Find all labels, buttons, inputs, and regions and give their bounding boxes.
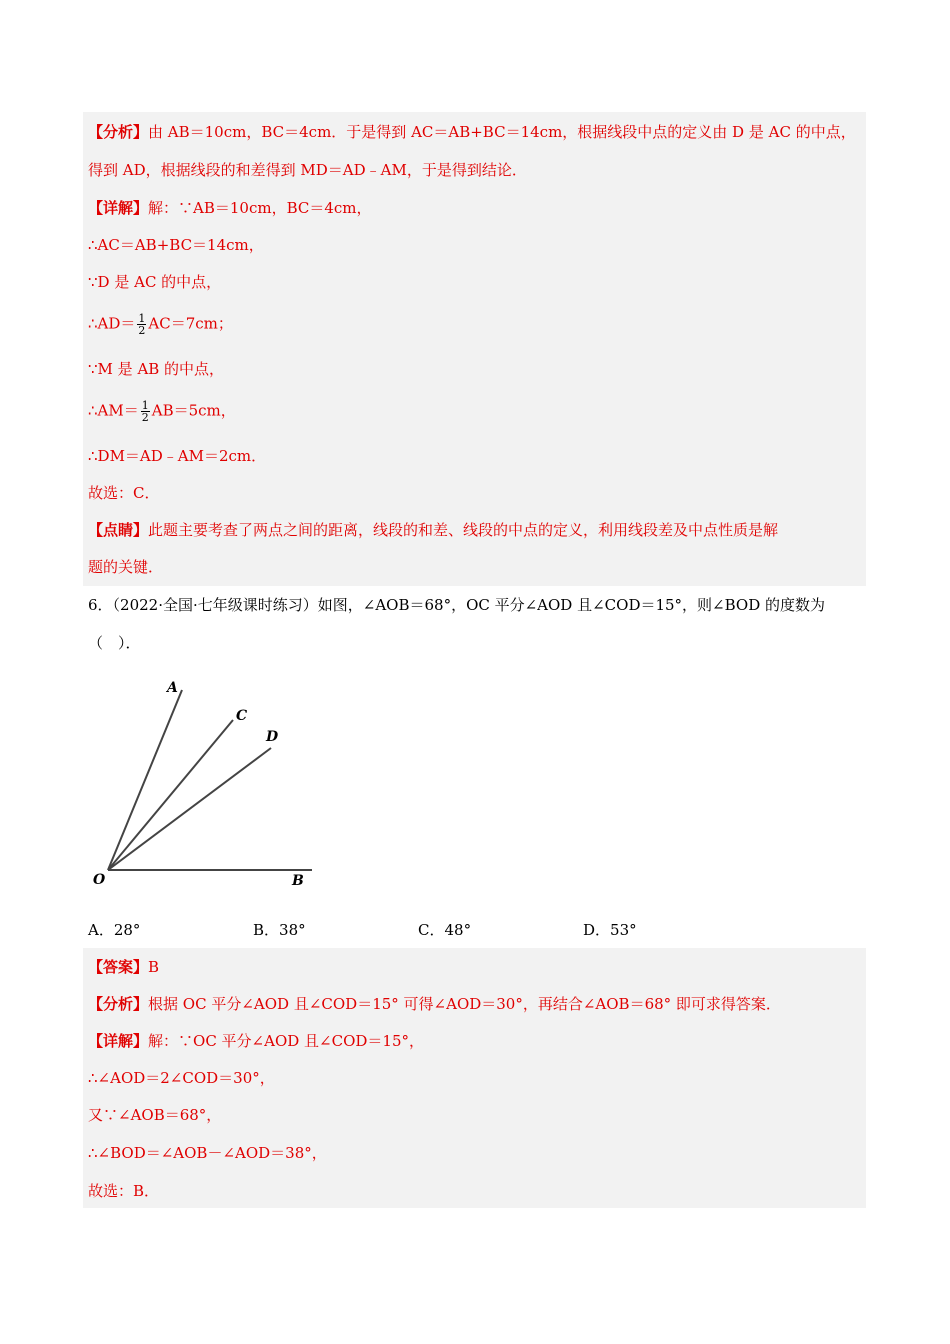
analysis-text-1: 由 AB＝10cm，BC＝4cm．于是得到 AC＝AB+BC＝14cm，根据线段中点的定义由 D 是 AC 的中点， <box>148 123 856 141</box>
choice-line-1: 故选：C． <box>88 484 160 502</box>
question-line-2: （ ）． <box>88 634 141 652</box>
answer-tag: 【答案】 <box>88 958 149 976</box>
answer-line <box>88 957 159 977</box>
analysis-line-1 <box>88 122 856 142</box>
detail-tag: 【详解】 <box>88 199 149 217</box>
solution-block-1 <box>83 112 866 586</box>
detail-text-1: 解：∵AB＝10cm，BC＝4cm， <box>148 199 372 217</box>
detail2-line-3: 又∵∠AOB＝68°， <box>88 1106 222 1124</box>
detail-line-2: ∴AC＝AB+BC＝14cm， <box>88 236 264 254</box>
label-o: O <box>93 872 106 888</box>
choice-c[interactable]: C．48° <box>418 921 472 939</box>
answer-value: B <box>148 958 160 976</box>
ray-oc <box>108 720 233 870</box>
analysis2-text: 根据 OC 平分∠AOD 且∠COD＝15° 可得∠AOD＝30°，再结合∠AOB＝68° 即可求得答案． <box>148 995 781 1013</box>
detail-line-5: ∵M 是 AB 的中点， <box>88 360 225 378</box>
label-a: A <box>167 680 178 696</box>
choice-line-2: 故选：B． <box>88 1182 160 1200</box>
detail-text-6b: AB＝5cm， <box>151 401 236 420</box>
detail-line-6 <box>88 400 236 423</box>
detail-line-4 <box>88 313 233 336</box>
comment-line-1 <box>88 520 778 540</box>
detail-text-6a: ∴AM＝ <box>88 401 139 420</box>
comment-text-1: 此题主要考查了两点之间的距离，线段的和差、线段的中点的定义，利用线段差及中点性质是解 <box>148 521 779 539</box>
detail2-line-4: ∴∠BOD＝∠AOB－∠AOD＝38°， <box>88 1144 327 1162</box>
choice-b[interactable]: B．38° <box>253 921 306 939</box>
detail-line-1 <box>88 198 372 218</box>
analysis2-line <box>88 994 781 1014</box>
detail-text-4a: ∴AD＝ <box>88 314 136 333</box>
detail-line-3: ∵D 是 AC 的中点， <box>88 273 222 291</box>
label-d: D <box>266 729 279 745</box>
detail2-tag: 【详解】 <box>88 1032 149 1050</box>
comment-tag: 【点睛】 <box>88 521 149 539</box>
question-line-1: 6．（2022·全国·七年级课时练习）如图，∠AOB＝68°，OC 平分∠AOD 且∠COD＝15°，则∠BOD 的度数为 <box>88 596 826 614</box>
label-c: C <box>236 708 248 724</box>
detail2-text-1: 解：∵OC 平分∠AOD 且∠COD＝15°， <box>148 1032 425 1050</box>
analysis-line-2: 得到 AD，根据线段的和差得到 MD＝AD﹣AM，于是得到结论． <box>88 161 527 179</box>
detail2-line-2: ∴∠AOD＝2∠COD＝30°， <box>88 1069 275 1087</box>
analysis2-tag: 【分析】 <box>88 995 149 1013</box>
fraction-denominator: 2 <box>138 324 146 337</box>
fraction-numerator: 1 <box>138 312 146 325</box>
choice-d[interactable]: D．53° <box>583 921 637 939</box>
comment-line-2: 题的关键． <box>88 558 164 576</box>
fraction-denominator-2: 2 <box>141 411 149 424</box>
choice-a[interactable]: A．28° <box>88 921 141 939</box>
fraction-numerator-2: 1 <box>141 399 149 412</box>
analysis-tag: 【分析】 <box>88 123 149 141</box>
detail2-line-1 <box>88 1031 424 1051</box>
fraction-half <box>137 313 146 336</box>
angle-figure <box>88 672 328 894</box>
detail-text-4b: AC＝7cm； <box>148 314 233 333</box>
fraction-half-2 <box>141 400 150 423</box>
detail-line-7: ∴DM＝AD﹣AM＝2cm． <box>88 447 267 465</box>
label-b: B <box>292 873 304 889</box>
